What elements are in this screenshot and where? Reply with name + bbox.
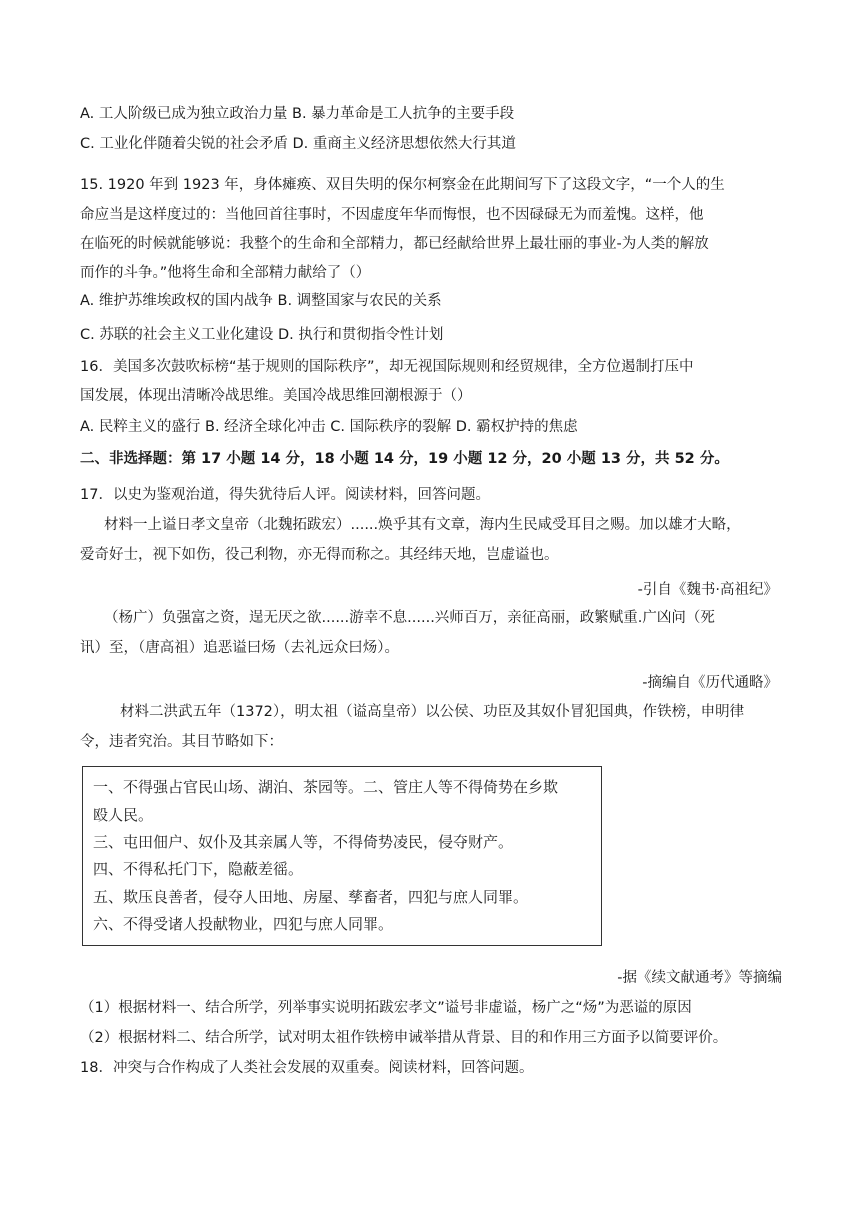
q17-stem: 17．以史为鉴观治道，得失犹待后人评。阅读材料，回答问题。 [80, 487, 490, 503]
q17-material-1-line-2: 爱奇好士，视下如伤，役己利物，亦无得而称之。其经纬天地，岂虚谥也。 [80, 547, 559, 563]
q17-material-1-source-2: -摘编自《历代通略》 [642, 675, 778, 691]
q17-subquestion-2: （2）根据材料二、结合所学，试对明太祖作铁榜申诫举措从背景、目的和作用三方面予以简要评价。 [80, 1030, 728, 1046]
q17-subquestion-1: （1）根据材料一、结合所学，列举事实说明拓跋宏孝文”谥号非虚谥，杨广之“炀”为恶谥的原因 [80, 1000, 692, 1016]
q16-option-line: A. 民粹主义的盛行 B. 经济全球化冲击 C. 国际秩序的裂解 D. 霸权护持的焦虑 [80, 419, 578, 435]
q14-option-line-1: A. 工人阶级已成为独立政治力量 B. 暴力革命是工人抗争的主要手段 [80, 106, 515, 122]
iron-tablet-line-3: 三、屯田佃户、奴仆及其亲属人等，不得倚势凌民，侵夺财产。 [93, 833, 514, 851]
q15-stem-line-4: 而作的斗争。”他将生命和全部精力献给了（） [80, 265, 371, 281]
q17-material-2-line-2: 令，违者究治。其目节略如下： [80, 734, 283, 750]
q17-material-1-line-1: 材料一上谥日孝文皇帝（北魏拓跋宏）......焕乎其有文章，海内生民咸受耳目之赐。加以雄才大略， [104, 517, 741, 533]
iron-tablet-line-5: 五、欺压良善者，侵夺人田地、房屋、孳畜者，四犯与庶人同罪。 [93, 888, 529, 906]
q14-option-line-2: C. 工业化伴随着尖锐的社会矛盾 D. 重商主义经济思想依然大行其道 [80, 136, 516, 152]
iron-tablet-line-4: 四、不得私托门下，隐蔽差徭。 [93, 860, 304, 878]
q15-stem-line-3: 在临死的时候就能够说：我整个的生命和全部精力，都已经献给世界上最壮丽的事业-为人类的解放 [80, 236, 709, 252]
q15-stem-line-2: 命应当是这样度过的：当他回首往事时，不因虚度年华而悔恨，也不因碌碌无为而羞愧。这样，他 [80, 207, 704, 223]
q17-material-1-line-4: 讯）至，（唐高祖）追恶谥曰炀（去礼远众曰炀）。 [80, 640, 399, 656]
q15-option-line-2: C. 苏联的社会主义工业化建设 D. 执行和贯彻指令性计划 [80, 327, 444, 343]
q17-material-1-source-1: -引自《魏书·高祖纪》 [637, 582, 778, 598]
q17-material-2-line-1: 材料二洪武五年（1372），明太祖（谥高皇帝）以公侯、功臣及其奴仆冒犯国典，作铁榜，申明律 [120, 704, 745, 720]
iron-tablet-line-1: 一、不得强占官民山场、湖泊、茶园等。二、管庄人等不得倚势在乡欺 [93, 778, 559, 796]
iron-tablet-line-6: 六、不得受诸人投献物业，四犯与庶人同罪。 [93, 915, 394, 933]
q15-stem-line-1: 15. 1920 年到 1923 年，身体瘫痪、双目失明的保尔柯察金在此期间写下了这段文字，“一个人的生 [80, 177, 725, 193]
iron-tablet-box [82, 766, 602, 946]
q18-stem: 18．冲突与合作构成了人类社会发展的双重奏。阅读材料，回答问题。 [80, 1060, 534, 1076]
q17-material-1-line-3: （杨广）负强富之资，逞无厌之欲......游幸不息......兴师百万，亲征高丽，政繁赋重.广凶问（死 [104, 610, 715, 626]
q17-material-2-source: -据《续文献通考》等摘编 [617, 970, 782, 986]
section-2-heading: 二、非选择题：第 17 小题 14 分，18 小题 14 分，19 小题 12 分，20 小题 13 分，共 52 分。 [80, 451, 729, 467]
q16-stem-line-1: 16．美国多次鼓吹标榜“基于规则的国际秩序”，却无视国际规则和经贸规律，全方位遏制打压中 [80, 359, 694, 375]
q16-stem-line-2: 国发展，体现出清晰冷战思维。美国冷战思维回潮根源于（） [80, 388, 472, 404]
iron-tablet-line-2: 殴人民。 [93, 806, 154, 824]
q15-option-line-1: A. 维护苏维埃政权的国内战争 B. 调整国家与农民的关系 [80, 293, 442, 309]
